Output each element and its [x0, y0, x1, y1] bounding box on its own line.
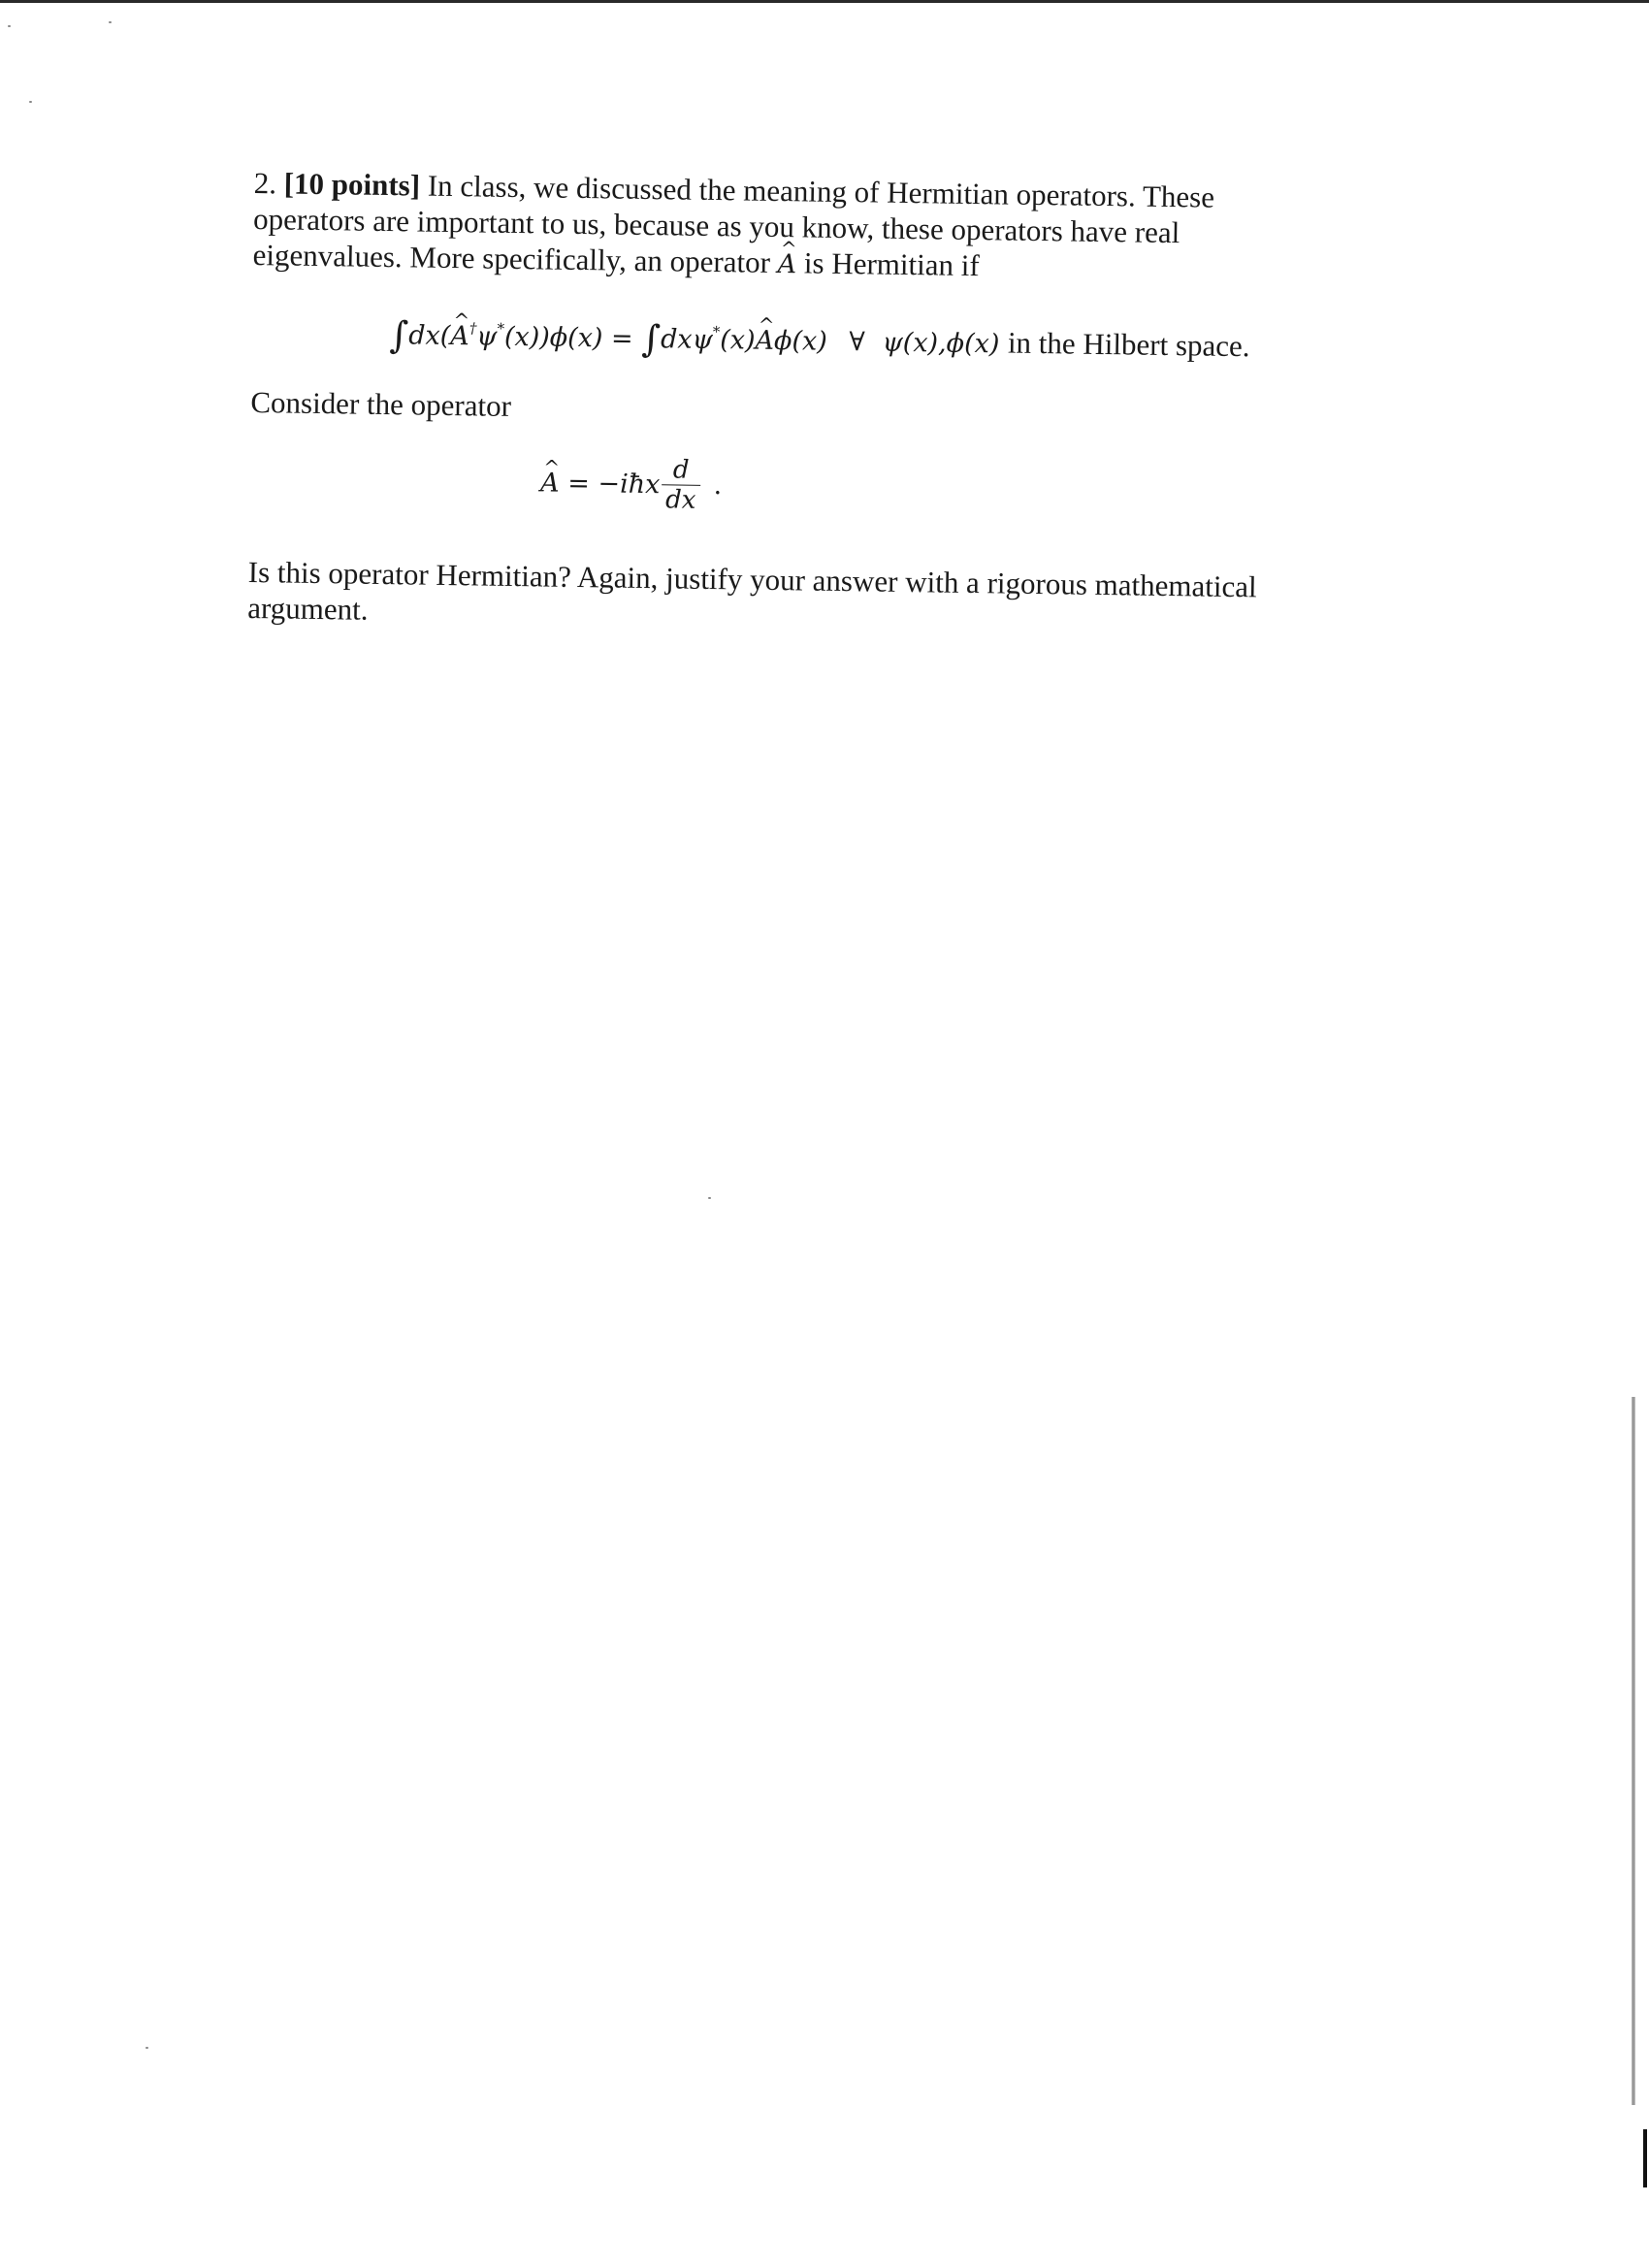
operator-def-rhs: = −iħx	[567, 468, 661, 501]
scan-top-border	[0, 0, 1649, 3]
eq-rhs-a-hat: ^ A	[755, 323, 774, 359]
integral-sign: ∫	[640, 316, 662, 361]
forall-symbol: ∀	[849, 327, 865, 358]
problem-2	[247, 165, 1360, 642]
scan-right-edge-shadow	[1632, 1397, 1635, 2105]
operator-def-a-hat: ^ A	[540, 465, 560, 501]
scan-speck	[109, 21, 112, 23]
eq-lhs-a-hat: ^ A	[450, 318, 469, 354]
eq-rhs-phi: ϕ(x)	[773, 325, 827, 357]
scan-speck	[8, 25, 11, 27]
scan-speck	[29, 101, 32, 103]
eq-functions: ψ(x),ϕ(x)	[882, 327, 1000, 360]
eq-rhs-x: (x)	[720, 325, 756, 356]
problem-intro-text: In class, we discussed the meaning of Hermitian operators. These operators are important to us, because as you know, these operators have real eigenvalues. More specifically, an operator	[252, 168, 1215, 279]
problem-intro-paragraph	[252, 165, 1302, 290]
problem-number: 2.	[253, 165, 277, 201]
conjugate-star: *	[712, 323, 721, 341]
scan-speck	[146, 2047, 148, 2049]
operator-a-hat: ^ A	[777, 246, 796, 282]
problem-intro-end: is Hermitian if	[803, 245, 980, 283]
conjugate-star: *	[497, 319, 505, 338]
eq-rhs-dx-psi: dxψ	[660, 324, 713, 356]
eq-lhs-psi: ψ	[476, 321, 498, 352]
scan-right-edge-mark	[1643, 2129, 1647, 2187]
eq-tail-text: in the Hilbert space.	[1007, 325, 1250, 364]
question-paragraph: Is this operator Hermitian? Again, justify your answer with a rigorous mathematical argument.	[246, 554, 1257, 627]
eq-lhs-dx: dx(	[407, 320, 451, 352]
equation-period: .	[713, 470, 723, 502]
derivative-fraction	[662, 455, 700, 515]
integral-sign: ∫	[389, 313, 409, 357]
fraction-denominator: dx	[664, 485, 696, 515]
dagger-superscript: †	[469, 319, 477, 338]
eq-lhs-rest: (x))ϕ(x) =	[503, 321, 633, 354]
consider-operator-text: Consider the operator	[250, 384, 512, 423]
scan-speck	[708, 1197, 711, 1199]
problem-points: [10 points]	[283, 166, 421, 203]
operator-definition-equation	[540, 453, 1356, 535]
hermitian-condition-equation	[389, 309, 1358, 368]
fraction-numerator: d	[662, 455, 700, 486]
